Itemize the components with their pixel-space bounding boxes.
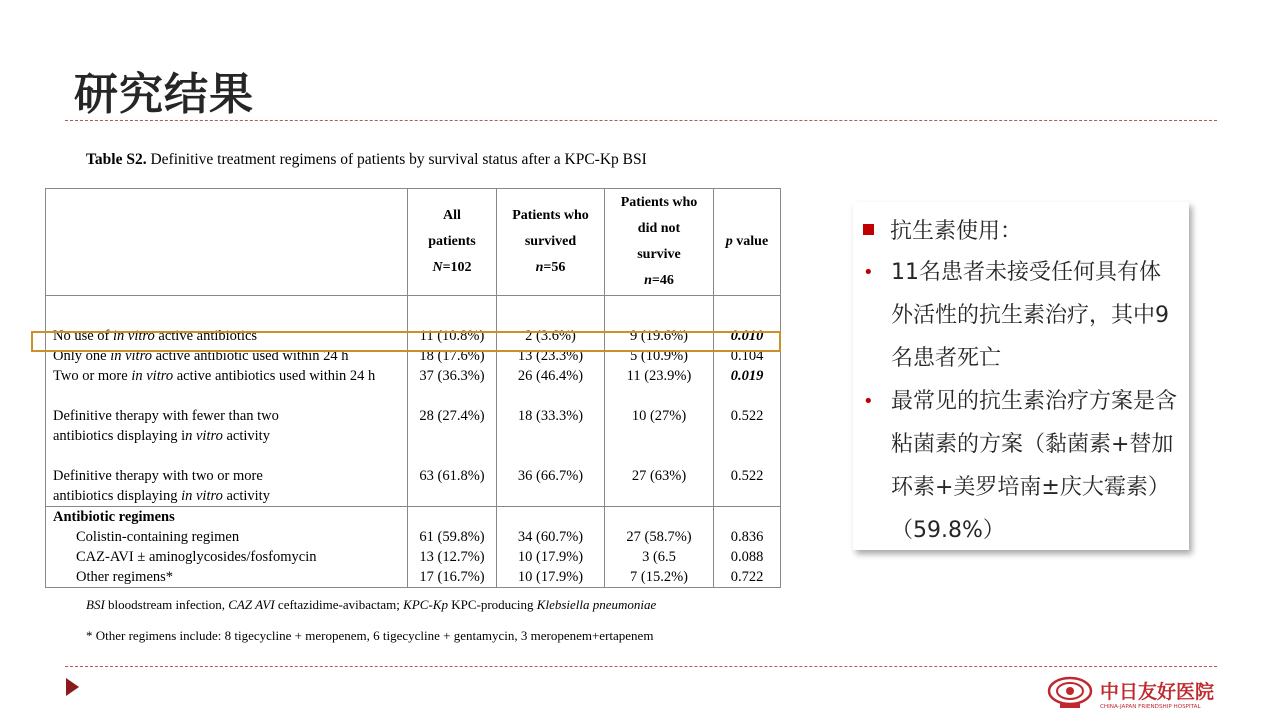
bullet-icon: • (863, 391, 874, 412)
header-blank (46, 189, 408, 296)
header-did-not-survive: Patients who did not survive n=46 (605, 189, 714, 296)
row-label: Colistin-containing regimen (46, 527, 408, 547)
cell-died: 27 (63%) (605, 466, 714, 507)
cell-p: 0.088 (714, 547, 781, 567)
panel-bullet-2: • 最常见的抗生素治疗方案是含粘菌素的方案（黏菌素+替加环素+美罗培南±庆大霉素）（59.8%） (863, 380, 1181, 552)
table-row (46, 567, 781, 588)
cell-all: 28 (27.4%) (408, 406, 497, 446)
cell-all: 17 (16.7%) (408, 567, 497, 588)
section-title: Antibiotic regimens (46, 507, 408, 528)
cell-survived: 34 (60.7%) (497, 527, 605, 547)
row-label: Only one in vitro active antibiotic used within 24 h (46, 346, 408, 366)
highlight-box (31, 331, 781, 352)
cell-all: 61 (59.8%) (408, 527, 497, 547)
row-label: Other regimens* (46, 567, 408, 588)
cell-survived: 10 (17.9%) (497, 547, 605, 567)
cell-all: 63 (61.8%) (408, 466, 497, 507)
row-label: Definitive therapy with fewer than two antibiotics displaying in vitro activity (46, 406, 408, 446)
cell-p: 0.010 (714, 326, 781, 346)
top-divider (65, 120, 1217, 121)
cell-p: 0.019 (714, 366, 781, 386)
cell-p: 0.104 (714, 346, 781, 366)
logo-subtitle: CHINA-JAPAN FRIENDSHIP HOSPITAL (1100, 704, 1201, 710)
cell-p: 0.522 (714, 466, 781, 507)
cell-survived: 26 (46.4%) (497, 366, 605, 386)
logo-name: 中日友好医院 (1100, 681, 1215, 703)
row-label: Definitive therapy with two or more antibiotics displaying in vitro activity (46, 466, 408, 507)
cell-died: 9 (19.6%) (605, 326, 714, 346)
cell-died: 3 (6.5 (605, 547, 714, 567)
panel-heading: 抗生素使用： (863, 214, 1022, 245)
slide-title: 研究结果 (74, 69, 254, 120)
cell-survived: 10 (17.9%) (497, 567, 605, 588)
table-header-row (46, 189, 781, 296)
row-label: Two or more in vitro active antibiotics used within 24 h (46, 366, 408, 386)
cell-survived: 36 (66.7%) (497, 466, 605, 507)
bullet-icon: • (863, 262, 874, 283)
footnote-abbreviations: BSI bloodstream infection, CAZ AVI ceftazidime-avibactam; KPC-Kp KPC-producing Klebsiella pneumoniae (86, 597, 657, 612)
table-caption: Table S2. Definitive treatment regimens of patients by survival status after a KPC-Kp BSI (86, 151, 647, 168)
footnote-other-regimens: * Other regimens include: 8 tigecycline + meropenem, 6 tigecycline + gentamycin, 3 meropenem+ertapenem (86, 628, 654, 643)
play-arrow-icon (66, 678, 79, 696)
square-bullet-icon (863, 224, 874, 235)
cell-died: 27 (58.7%) (605, 527, 714, 547)
summary-panel (853, 202, 1189, 550)
cell-p: 0.722 (714, 567, 781, 588)
cell-all: 13 (12.7%) (408, 547, 497, 567)
cell-survived: 18 (33.3%) (497, 406, 605, 446)
cell-all: 37 (36.3%) (408, 366, 497, 386)
cell-p: 0.522 (714, 406, 781, 446)
cell-survived: 2 (3.6%) (497, 326, 605, 346)
bottom-divider (65, 666, 1217, 667)
table-row (46, 366, 781, 386)
header-p-value: p value (714, 189, 781, 296)
cell-p: 0.836 (714, 527, 781, 547)
row-label: No use of in vitro active antibiotics (46, 326, 408, 346)
panel-bullet-1: • 11名患者未接受任何具有体外活性的抗生素治疗，其中9名患者死亡 (863, 251, 1181, 380)
section-header-row (46, 507, 781, 528)
cell-all: 11 (10.8%) (408, 326, 497, 346)
table-row (46, 527, 781, 547)
cell-died: 10 (27%) (605, 406, 714, 446)
table-row (46, 547, 781, 567)
hospital-logo (1046, 676, 1236, 710)
cell-all: 18 (17.6%) (408, 346, 497, 366)
results-table (45, 188, 781, 588)
header-all-patients: All patients N=102 (408, 189, 497, 296)
row-label: CAZ-AVI ± aminoglycosides/fosfomycin (46, 547, 408, 567)
cell-survived: 13 (23.3%) (497, 346, 605, 366)
table-row (46, 406, 781, 446)
cell-died: 7 (15.2%) (605, 567, 714, 588)
header-survived: Patients who survived n=56 (497, 189, 605, 296)
cell-died: 11 (23.9%) (605, 366, 714, 386)
cell-died: 5 (10.9%) (605, 346, 714, 366)
table-row (46, 466, 781, 507)
